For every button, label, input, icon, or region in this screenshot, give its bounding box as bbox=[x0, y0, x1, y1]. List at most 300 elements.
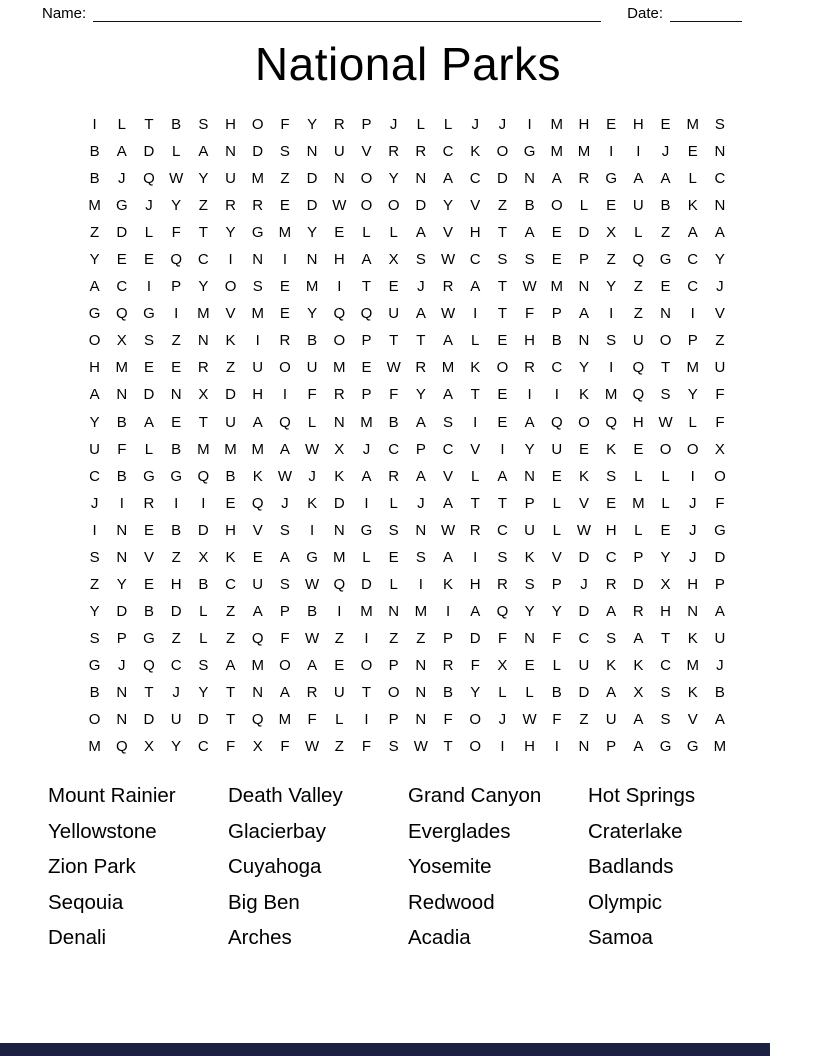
grid-letter: I bbox=[364, 711, 369, 729]
grid-letter: I bbox=[609, 143, 614, 161]
grid-letter: O bbox=[333, 332, 346, 350]
grid-letter: Z bbox=[334, 738, 344, 756]
word-list-item: Cuyahoga bbox=[228, 855, 322, 879]
grid-letter: C bbox=[225, 575, 236, 593]
grid-letter: K bbox=[225, 548, 236, 566]
grid-letter: Y bbox=[606, 278, 617, 296]
grid-letter: N bbox=[524, 629, 536, 647]
grid-letter: A bbox=[443, 386, 454, 404]
grid-letter: R bbox=[388, 467, 400, 485]
grid-letter: N bbox=[415, 684, 427, 701]
grid-letter: P bbox=[116, 629, 127, 647]
grid-letter: R bbox=[333, 116, 345, 134]
word-list-item: Acadia bbox=[408, 926, 471, 950]
grid-letter: G bbox=[251, 224, 264, 242]
grid-letter: D bbox=[143, 711, 155, 729]
grid-letter: K bbox=[443, 575, 454, 593]
word-list-item: Badlands bbox=[588, 855, 674, 879]
grid-letter: A bbox=[660, 170, 671, 188]
grid-letter: I bbox=[337, 278, 342, 296]
grid-letter: P bbox=[633, 548, 644, 566]
grid-letter: A bbox=[443, 494, 454, 512]
grid-letter: R bbox=[252, 197, 264, 215]
grid-letter: W bbox=[277, 467, 292, 485]
grid-letter: W bbox=[440, 521, 456, 539]
grid-letter: I bbox=[174, 494, 179, 512]
grid-letter: X bbox=[198, 548, 209, 566]
word-list-column bbox=[588, 778, 766, 956]
grid-letter: I bbox=[445, 602, 451, 620]
grid-letter: Z bbox=[225, 602, 236, 620]
grid-letter: N bbox=[197, 332, 209, 350]
grid-letter: S bbox=[606, 467, 617, 485]
grid-letter: H bbox=[578, 116, 590, 134]
grid-letter: G bbox=[686, 738, 699, 756]
page-title: National Parks bbox=[254, 38, 562, 90]
grid-letter: F bbox=[280, 738, 290, 756]
grid-letter: P bbox=[361, 332, 372, 350]
grid-letter: M bbox=[441, 359, 455, 377]
grid-letter: L bbox=[579, 197, 589, 215]
grid-letter: N bbox=[116, 386, 128, 404]
grid-letter: J bbox=[417, 278, 425, 296]
grid-letter: R bbox=[524, 359, 536, 377]
grid-letter: K bbox=[578, 386, 589, 404]
grid-letter: G bbox=[306, 548, 318, 566]
grid-letter: E bbox=[606, 197, 617, 215]
grid-letter: B bbox=[171, 521, 182, 539]
grid-letter: V bbox=[225, 305, 236, 323]
grid-letter: E bbox=[660, 116, 671, 134]
grid-letter: S bbox=[497, 548, 508, 566]
grid-letter: Q bbox=[632, 386, 645, 404]
grid-letter: J bbox=[281, 494, 289, 512]
grid-letter: Q bbox=[496, 602, 509, 620]
grid-letter: Y bbox=[171, 197, 182, 215]
grid-letter: F bbox=[117, 440, 127, 458]
grid-letter: U bbox=[225, 170, 236, 188]
grid-letter: O bbox=[550, 197, 563, 215]
word-list-item: Samoa bbox=[588, 926, 653, 950]
grid-letter: E bbox=[660, 521, 671, 539]
grid-letter: L bbox=[144, 224, 154, 242]
grid-letter: X bbox=[497, 656, 508, 674]
grid-letter: L bbox=[552, 656, 561, 674]
grid-letter: J bbox=[716, 656, 724, 674]
grid-letter: M bbox=[577, 143, 591, 161]
grid-letter: C bbox=[714, 170, 726, 188]
grid-letter: O bbox=[360, 656, 373, 674]
grid-letter: N bbox=[578, 332, 590, 350]
grid-letter: Z bbox=[633, 305, 643, 323]
grid-letter: P bbox=[551, 575, 562, 593]
grid-letter: E bbox=[551, 224, 562, 242]
grid-letter: E bbox=[279, 278, 290, 296]
grid-letter: D bbox=[361, 575, 372, 593]
grid-letter: M bbox=[251, 170, 264, 188]
grid-letter: S bbox=[660, 684, 671, 701]
grid-letter: G bbox=[170, 467, 182, 485]
grid-letter: J bbox=[661, 143, 670, 161]
grid-letter: N bbox=[252, 684, 264, 701]
grid-letter: M bbox=[604, 386, 618, 404]
grid-letter: Q bbox=[251, 711, 264, 729]
grid-letter: K bbox=[470, 143, 481, 161]
grid-letter: J bbox=[498, 116, 507, 134]
grid-letter: B bbox=[171, 116, 182, 134]
grid-letter: S bbox=[415, 548, 426, 566]
grid-letter: I bbox=[690, 305, 695, 323]
grid-letter: E bbox=[171, 359, 182, 377]
grid-letter: Q bbox=[197, 467, 210, 485]
grid-letter: L bbox=[362, 224, 371, 242]
grid-letter: H bbox=[524, 738, 536, 756]
grid-letter: O bbox=[88, 711, 101, 729]
grid-letter: U bbox=[252, 575, 264, 593]
grid-letter: B bbox=[89, 684, 100, 701]
grid-letter: G bbox=[523, 143, 536, 161]
grid-letter: B bbox=[714, 684, 725, 701]
grid-letter: G bbox=[143, 305, 155, 323]
grid-letter: Y bbox=[89, 602, 100, 620]
grid-letter: W bbox=[440, 305, 456, 323]
grid-letter: M bbox=[686, 656, 699, 674]
grid-letter: L bbox=[498, 684, 507, 701]
grid-letter: J bbox=[498, 711, 507, 729]
grid-letter: F bbox=[443, 711, 453, 729]
grid-letter: M bbox=[251, 305, 264, 323]
grid-letter: O bbox=[659, 440, 672, 458]
grid-letter: A bbox=[578, 305, 589, 323]
grid-letter: E bbox=[497, 413, 508, 431]
grid-letter: L bbox=[307, 413, 317, 431]
grid-letter: I bbox=[92, 116, 97, 134]
grid-letter: K bbox=[470, 359, 481, 377]
grid-letter: K bbox=[606, 440, 617, 458]
grid-letter: H bbox=[524, 332, 536, 350]
grid-letter: A bbox=[524, 224, 535, 242]
grid-letter: N bbox=[252, 251, 264, 269]
grid-letter: S bbox=[606, 332, 617, 350]
grid-letter: D bbox=[143, 386, 155, 404]
grid-letter: B bbox=[307, 332, 318, 350]
grid-letter: P bbox=[443, 629, 454, 647]
grid-letter: G bbox=[360, 521, 373, 539]
grid-letter: S bbox=[415, 251, 426, 269]
grid-letter: L bbox=[171, 143, 181, 161]
grid-letter: L bbox=[525, 684, 534, 701]
grid-letter: E bbox=[361, 359, 372, 377]
grid-letter: E bbox=[116, 251, 127, 269]
grid-letter: H bbox=[252, 386, 264, 404]
grid-letter: G bbox=[143, 629, 155, 647]
grid-letter: Q bbox=[632, 251, 645, 269]
grid-letter: A bbox=[714, 711, 725, 729]
grid-letter: B bbox=[388, 413, 399, 431]
grid-letter: M bbox=[278, 224, 292, 242]
grid-letter: L bbox=[661, 494, 670, 512]
grid-letter: I bbox=[690, 467, 695, 485]
grid-letter: Y bbox=[578, 359, 589, 377]
grid-letter: J bbox=[417, 494, 425, 512]
word-list-item: Glacierbay bbox=[228, 819, 326, 843]
grid-letter: M bbox=[360, 413, 373, 431]
grid-letter: Z bbox=[660, 224, 671, 242]
grid-letter: A bbox=[279, 548, 290, 566]
grid-letter: T bbox=[660, 629, 671, 647]
grid-letter: X bbox=[143, 738, 154, 756]
grid-letter: N bbox=[415, 656, 427, 674]
grid-letter: G bbox=[88, 305, 101, 323]
grid-letter: I bbox=[119, 494, 124, 512]
grid-letter: B bbox=[89, 170, 100, 188]
grid-letter: W bbox=[305, 575, 320, 593]
word-list-column bbox=[408, 778, 586, 956]
grid-letter: B bbox=[307, 602, 318, 620]
grid-letter: N bbox=[116, 711, 128, 729]
grid-letter: N bbox=[578, 278, 590, 296]
grid-letter: A bbox=[524, 413, 535, 431]
grid-letter: A bbox=[361, 467, 372, 485]
grid-letter: N bbox=[333, 521, 345, 539]
grid-letter: Y bbox=[307, 116, 318, 134]
grid-letter: U bbox=[333, 684, 345, 701]
grid-letter: Y bbox=[443, 197, 454, 215]
grid-letter: F bbox=[552, 629, 562, 647]
grid-letter: O bbox=[387, 197, 400, 215]
grid-letter: Z bbox=[225, 359, 236, 377]
grid-letter: M bbox=[414, 602, 428, 620]
grid-letter: W bbox=[522, 711, 537, 729]
grid-letter: M bbox=[333, 359, 346, 377]
grid-letter: L bbox=[634, 521, 643, 539]
grid-letter: H bbox=[469, 575, 481, 593]
grid-letter: A bbox=[687, 224, 698, 242]
grid-letter: Z bbox=[225, 629, 236, 647]
word-list-item: Olympic bbox=[588, 890, 663, 914]
grid-letter: D bbox=[197, 711, 209, 729]
grid-letter: V bbox=[687, 711, 698, 729]
grid-letter: Z bbox=[416, 629, 426, 647]
word-list-item: Hot Springs bbox=[588, 784, 696, 807]
grid-letter: S bbox=[443, 413, 454, 431]
grid-letter: F bbox=[470, 656, 480, 674]
grid-letter: Z bbox=[389, 629, 399, 647]
grid-letter: F bbox=[280, 629, 290, 647]
grid-letter: J bbox=[688, 548, 697, 566]
grid-letter: I bbox=[473, 305, 478, 323]
grid-letter: I bbox=[364, 629, 369, 647]
grid-letter: T bbox=[361, 684, 372, 701]
grid-letter: K bbox=[307, 494, 318, 512]
grid-letter: Y bbox=[714, 251, 725, 269]
grid-letter: T bbox=[144, 684, 154, 701]
grid-letter: L bbox=[552, 521, 561, 539]
grid-letter: F bbox=[171, 224, 181, 242]
grid-letter: M bbox=[197, 305, 210, 323]
footer-bar bbox=[0, 1043, 770, 1056]
grid-letter: A bbox=[633, 711, 644, 729]
grid-letter: C bbox=[687, 251, 699, 269]
grid-letter: G bbox=[143, 467, 155, 485]
grid-letter: T bbox=[416, 332, 426, 350]
grid-letter: S bbox=[279, 521, 290, 539]
grid-letter: A bbox=[252, 413, 263, 431]
grid-letter: I bbox=[282, 251, 287, 269]
grid-letter: A bbox=[279, 684, 290, 701]
grid-letter: K bbox=[252, 467, 263, 485]
grid-letter: B bbox=[551, 332, 562, 350]
grid-letter: K bbox=[687, 684, 698, 701]
grid-letter: E bbox=[524, 656, 535, 674]
grid-letter: H bbox=[333, 251, 345, 269]
word-list-item: Big Ben bbox=[228, 890, 300, 914]
grid-letter: F bbox=[497, 629, 507, 647]
grid-letter: D bbox=[632, 575, 644, 593]
grid-letter: O bbox=[686, 440, 699, 458]
grid-letter: A bbox=[443, 170, 454, 188]
grid-letter: N bbox=[333, 413, 345, 431]
word-list-item: Everglades bbox=[408, 819, 511, 843]
grid-letter: T bbox=[389, 332, 399, 350]
grid-letter: K bbox=[578, 467, 589, 485]
grid-letter: F bbox=[715, 413, 725, 431]
grid-letter: A bbox=[279, 440, 290, 458]
grid-letter: C bbox=[89, 467, 101, 485]
grid-letter: U bbox=[714, 629, 726, 647]
grid-letter: B bbox=[225, 467, 236, 485]
grid-letter: K bbox=[687, 629, 698, 647]
grid-letter: Y bbox=[388, 170, 399, 188]
grid-letter: X bbox=[116, 332, 127, 350]
grid-letter: U bbox=[632, 332, 644, 350]
grid-letter: Z bbox=[171, 548, 181, 566]
grid-letter: U bbox=[170, 711, 182, 729]
grid-letter: C bbox=[197, 738, 209, 756]
grid-letter: C bbox=[660, 656, 671, 674]
grid-letter: F bbox=[389, 386, 399, 404]
grid-letter: W bbox=[413, 738, 428, 756]
letter-grid bbox=[81, 111, 734, 760]
grid-letter: X bbox=[334, 440, 345, 458]
grid-letter: A bbox=[225, 656, 236, 674]
grid-letter: E bbox=[578, 440, 589, 458]
grid-letter: A bbox=[89, 278, 100, 296]
grid-letter: N bbox=[714, 197, 726, 215]
grid-letter: Y bbox=[687, 386, 698, 404]
grid-letter: E bbox=[687, 143, 698, 161]
grid-letter: I bbox=[92, 521, 97, 539]
grid-letter: M bbox=[360, 602, 373, 620]
grid-letter: Z bbox=[90, 224, 100, 242]
grid-letter: H bbox=[170, 575, 182, 593]
grid-letter: W bbox=[576, 521, 592, 539]
grid-letter: L bbox=[199, 602, 208, 620]
grid-letter: Y bbox=[524, 602, 535, 620]
grid-letter: E bbox=[497, 332, 508, 350]
grid-letter: Q bbox=[605, 413, 617, 431]
grid-letter: T bbox=[198, 413, 208, 431]
grid-letter: Y bbox=[660, 548, 671, 566]
grid-letter: P bbox=[388, 656, 399, 674]
grid-letter: A bbox=[415, 413, 426, 431]
grid-letter: Q bbox=[143, 656, 155, 674]
grid-letter: D bbox=[469, 629, 481, 647]
grid-letter: J bbox=[118, 656, 126, 674]
grid-letter: E bbox=[252, 548, 263, 566]
grid-letter: P bbox=[279, 602, 290, 620]
grid-letter: T bbox=[443, 738, 453, 756]
grid-letter: Q bbox=[360, 305, 373, 323]
grid-letter: Z bbox=[715, 332, 725, 350]
grid-letter: O bbox=[469, 738, 482, 756]
grid-letter: D bbox=[306, 197, 318, 215]
grid-letter: S bbox=[279, 143, 290, 161]
grid-letter: I bbox=[282, 386, 287, 404]
grid-letter: S bbox=[524, 575, 535, 593]
grid-letter: G bbox=[88, 656, 101, 674]
grid-letter: R bbox=[333, 386, 345, 404]
grid-letter: N bbox=[116, 521, 128, 539]
grid-letter: D bbox=[306, 170, 318, 188]
grid-letter: L bbox=[199, 629, 208, 647]
grid-letter: N bbox=[415, 711, 427, 729]
grid-letter: Y bbox=[307, 224, 318, 242]
grid-letter: S bbox=[606, 629, 617, 647]
grid-letter: X bbox=[633, 684, 644, 701]
grid-letter: P bbox=[578, 251, 589, 269]
grid-letter: R bbox=[415, 359, 427, 377]
grid-letter: L bbox=[634, 467, 643, 485]
grid-letter: D bbox=[197, 521, 209, 539]
grid-letter: K bbox=[606, 656, 617, 674]
grid-letter: D bbox=[415, 197, 427, 215]
grid-letter: M bbox=[88, 197, 101, 215]
grid-letter: F bbox=[307, 711, 317, 729]
grid-letter: M bbox=[278, 711, 292, 729]
grid-letter: X bbox=[606, 224, 617, 242]
grid-letter: V bbox=[443, 224, 454, 242]
grid-letter: K bbox=[334, 467, 345, 485]
grid-letter: C bbox=[442, 440, 454, 458]
grid-letter: L bbox=[471, 332, 480, 350]
grid-letter: J bbox=[90, 494, 99, 512]
grid-letter: U bbox=[333, 143, 345, 161]
grid-letter: U bbox=[388, 305, 400, 323]
grid-letter: R bbox=[442, 278, 454, 296]
grid-letter: W bbox=[305, 440, 320, 458]
grid-letter: P bbox=[687, 332, 698, 350]
grid-letter: W bbox=[522, 278, 537, 296]
grid-letter: A bbox=[415, 224, 426, 242]
word-list-item: Craterlake bbox=[588, 819, 683, 843]
grid-letter: N bbox=[415, 521, 427, 539]
name-blank-line bbox=[93, 5, 601, 22]
grid-letter: J bbox=[118, 170, 126, 188]
grid-letter: I bbox=[146, 278, 152, 296]
grid-letter: U bbox=[252, 359, 264, 377]
grid-letter: F bbox=[715, 494, 725, 512]
grid-letter: S bbox=[279, 575, 290, 593]
grid-letter: F bbox=[307, 386, 317, 404]
grid-letter: O bbox=[279, 359, 291, 377]
grid-letter: E bbox=[388, 278, 399, 296]
grid-letter: Y bbox=[171, 738, 182, 756]
grid-letter: R bbox=[225, 197, 236, 215]
grid-letter: I bbox=[255, 332, 260, 350]
grid-letter: I bbox=[201, 494, 206, 512]
grid-letter: H bbox=[660, 602, 671, 620]
